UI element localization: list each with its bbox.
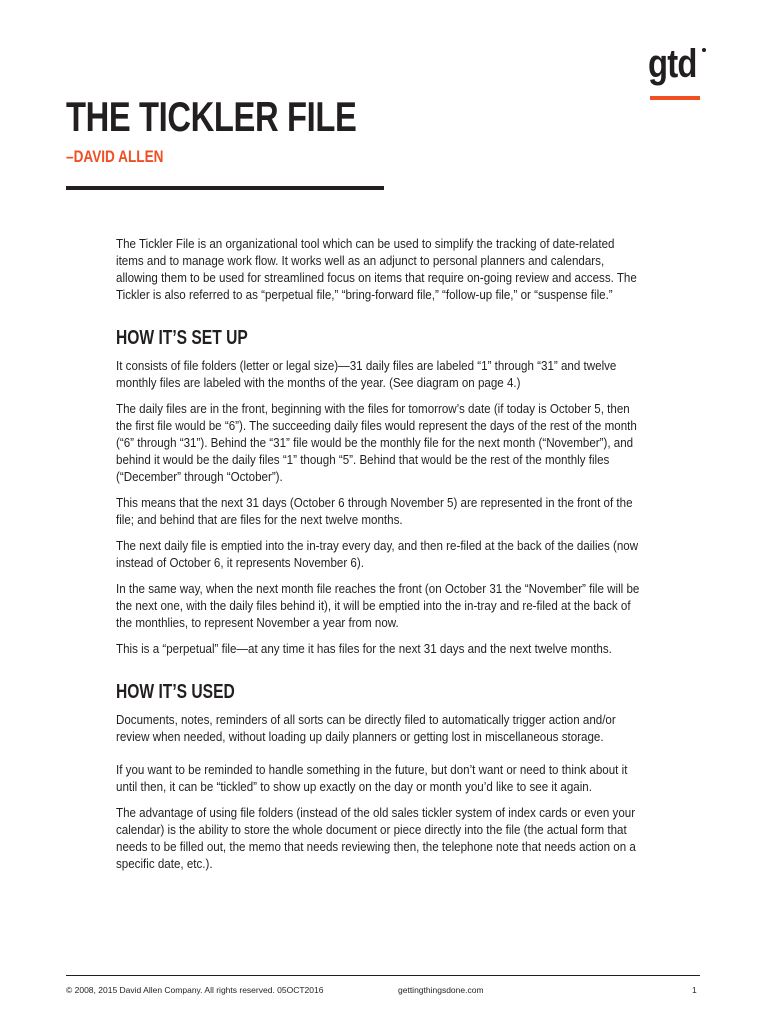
page-number: 1 bbox=[692, 985, 697, 995]
page-title: THE TICKLER FILE bbox=[66, 93, 357, 140]
intro-paragraph: The Tickler File is an organizational tool which can be used to simplify the tracking of date-related items and to manage work flow. It works well as an adjunct to personal planners and calendars, allowing them to be used for streamlined focus on items that require on-going review and access. The Tickler is also referred to as “perpetual file,” “bring-forward file,” “follow-up file,” or “suspense file.” bbox=[116, 237, 637, 302]
logo-text: gtd bbox=[648, 42, 697, 86]
used-paragraph: If you want to be reminded to handle something in the future, but don’t want or need to think about it until then, it can be “tickled” to show up exactly on the day or month you’d like to see it again. bbox=[116, 763, 628, 794]
title-divider bbox=[66, 186, 384, 190]
gtd-logo bbox=[648, 44, 708, 104]
setup-paragraph: The next daily file is emptied into the in-tray every day, and then re-filed at the back of the dailies (now instead of October 6, it represents November 6). bbox=[116, 539, 639, 570]
logo-underline bbox=[650, 96, 700, 100]
setup-paragraph: This is a “perpetual” file—at any time it has files for the next 31 days and the next twelve months. bbox=[116, 642, 612, 656]
footer-divider bbox=[66, 975, 700, 976]
setup-paragraph: This means that the next 31 days (October 6 through November 5) are represented in the front of the file; and behind that are files for the next twelve months. bbox=[116, 496, 633, 527]
used-paragraph: The advantage of using file folders (instead of the old sales tickler system of index cards or even your calendar) is the ability to store the whole document or piece directly into the file (the actual form that needs to be filled out, the memo that needs reviewing then, the telephone note that needs action on a specific date, etc.). bbox=[116, 806, 636, 871]
copyright-text: © 2008, 2015 David Allen Company. All rights reserved. 05OCT2016 bbox=[66, 985, 324, 995]
website-link[interactable]: gettingthingsdone.com bbox=[398, 985, 484, 995]
setup-paragraph: In the same way, when the next month file reaches the front (on October 31 the “November” file will be the next one, with the daily files behind it), it will be emptied into the in-tray and re-filed at the back of the monthlies, to represent November a year from now. bbox=[116, 582, 640, 630]
article-body bbox=[116, 236, 646, 873]
registered-mark-icon bbox=[702, 48, 706, 52]
section-heading-setup: HOW IT’S SET UP bbox=[116, 327, 248, 349]
used-paragraph: Documents, notes, reminders of all sorts can be directly filed to automatically trigger action and/or review when needed, without loading up daily planners or getting lost in miscellaneous storage. bbox=[116, 713, 616, 744]
setup-paragraph: It consists of file folders (letter or legal size)—31 daily files are labeled “1” through “31” and twelve monthly files are labeled with the months of the year. (See diagram on page 4.) bbox=[116, 359, 617, 390]
author-byline: –DAVID ALLEN bbox=[66, 147, 164, 166]
setup-paragraph: The daily files are in the front, beginning with the files for tomorrow’s date (if today is October 5, then the first file would be “6”). The succeeding daily files would represent the days of the rest of the month (“6” through “31”). Behind the “31” file would be the monthly file for the next month (“November”), and behind it would be the daily files “1” though “5”. Behind that would be the rest of the monthly files (“December” through “October”). bbox=[116, 402, 637, 484]
section-heading-used: HOW IT’S USED bbox=[116, 681, 235, 703]
